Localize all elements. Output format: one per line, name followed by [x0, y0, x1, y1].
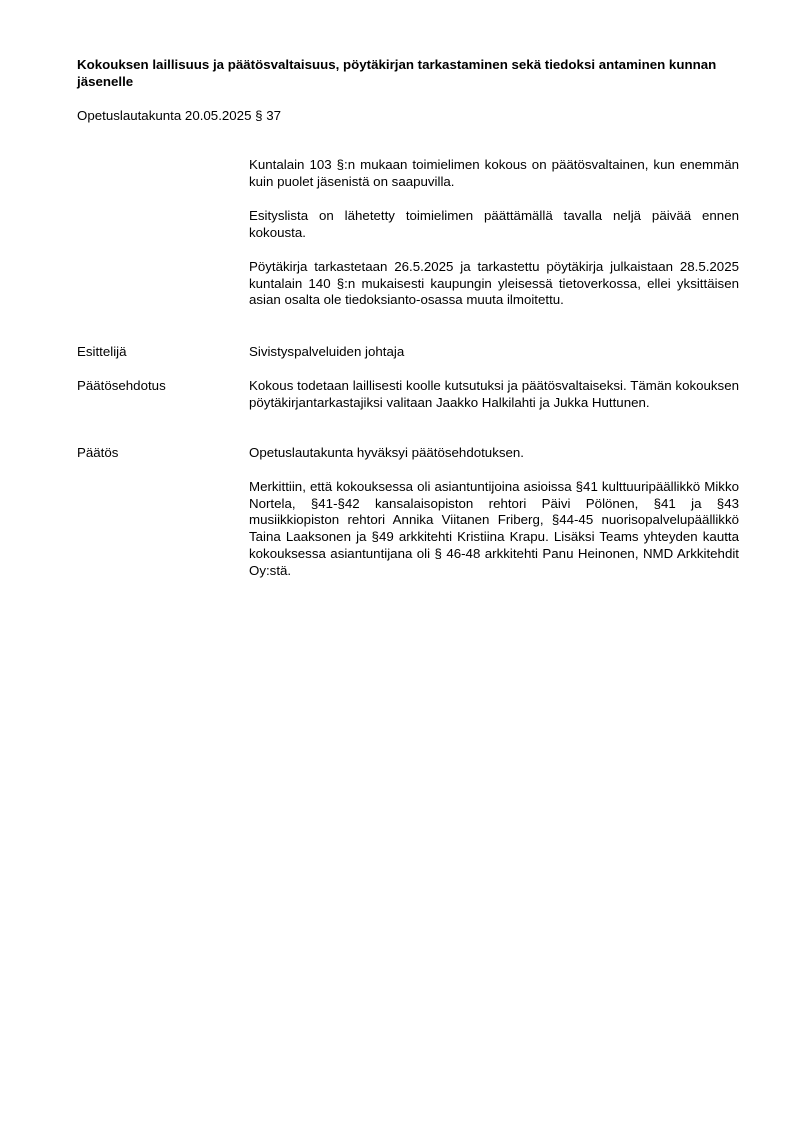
intro-text-minutes: Pöytäkirja tarkastetaan 26.5.2025 ja tarkastettu pöytäkirja julkaistaan 28.5.2025 kuntalain 140 §:n mukaisesti kaupungin yleisessä tietoverkossa, ellei yksittäisen asian osalta ole tiedoksianto-osassa muuta ilmoitettu. — [249, 259, 739, 308]
proposal-block — [249, 378, 739, 411]
decision-label: Päätös — [77, 445, 119, 460]
decision-note-text: Merkittiin, että kokouksessa oli asiantuntijoina asioissa §41 kulttuuripäällikkö Mikko Nortela, §41-§42 kansalaisopiston rehtori Päivi Pölönen, §41 ja §43 musiikkiopiston rehtori Annika Viitanen Friberg, §44-45 nuorisopalvelupäällikkö Taina Laaksonen ja §49 arkkitehti Kristiina Krapu. Lisäksi Teams yhteyden kautta kokouksessa asiantuntijana oli § 46-48 arkkitehti Panu Heinonen, NMD Arkkitehdit Oy:stä. — [249, 479, 739, 578]
intro-text-agenda: Esityslista on lähetetty toimielimen päättämällä tavalla neljä päivää ennen kokousta. — [249, 208, 739, 240]
proposal-label: Päätösehdotus — [77, 378, 166, 393]
proposal-text: Kokous todetaan laillisesti koolle kutsutuksi ja päätösvaltaiseksi. Tämän kokouksen pöytäkirjantarkastajiksi valitaan Jaakko Halkilahti ja Jukka Huttunen. — [249, 378, 739, 410]
decision-note-block — [249, 479, 739, 579]
presenter-label: Esittelijä — [77, 344, 127, 359]
intro-text-quorum: Kuntalain 103 §:n mukaan toimielimen kokous on päätösvaltainen, kun enemmän kuin puolet jäsenistä on saapuvilla. — [249, 157, 739, 189]
decision-value: Opetuslautakunta hyväksyi päätösehdotuksen. — [249, 445, 524, 460]
intro-paragraph-2 — [249, 208, 739, 241]
intro-paragraph-3 — [249, 259, 739, 309]
presenter-value: Sivistyspalveluiden johtaja — [249, 344, 405, 359]
intro-paragraph-1 — [249, 157, 739, 190]
document-title: Kokouksen laillisuus ja päätösvaltaisuus, pöytäkirjan tarkastaminen sekä tiedoksi antaminen kunnan jäsenelle — [77, 57, 717, 89]
meeting-reference: Opetuslautakunta 20.05.2025 § 37 — [77, 108, 282, 123]
